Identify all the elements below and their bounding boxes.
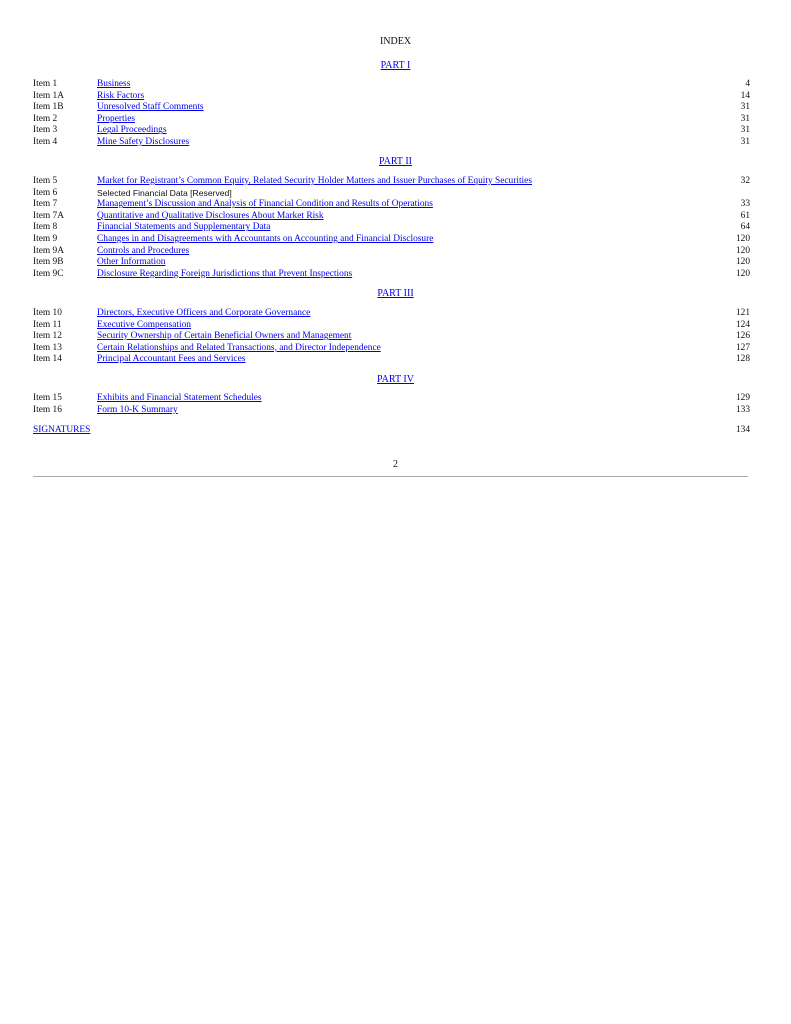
signatures-link[interactable]: SIGNATURES [33, 425, 91, 435]
page-number: 2 [393, 459, 398, 470]
page-ref: 120 [735, 268, 750, 279]
page-ref: 127 [735, 342, 750, 353]
page-ref: 120 [735, 245, 750, 256]
part-i-link[interactable]: PART I [380, 60, 411, 71]
toc-link[interactable]: Executive Compensation [97, 319, 191, 330]
toc-link[interactable]: Certain Relationships and Related Transactions, and Director Independence [97, 342, 381, 353]
part-ii-link[interactable]: PART II [378, 156, 413, 167]
page-ref: 31 [740, 125, 750, 136]
toc-link[interactable]: Mine Safety Disclosures [97, 137, 190, 147]
toc-row [33, 176, 750, 188]
toc-row [33, 320, 750, 332]
toc-link[interactable]: Financial Statements and Supplementary Data [97, 222, 271, 233]
part-heading [0, 288, 791, 300]
item-number: Item 13 [33, 342, 62, 353]
item-number: Item 9B [33, 257, 64, 268]
toc-row [33, 308, 750, 320]
item-number: Item 1 [33, 79, 58, 89]
item-number: Item 6 [33, 187, 58, 198]
toc-row [33, 234, 750, 246]
page-divider [33, 476, 748, 477]
item-number: Item 5 [33, 176, 58, 186]
page-ref: 31 [740, 102, 750, 113]
item-number: Item 11 [33, 319, 62, 330]
item-number: Item 8 [33, 222, 58, 233]
toc-row [33, 222, 750, 234]
item-number: Item 2 [33, 113, 58, 124]
page-ref: 134 [735, 425, 750, 435]
toc-row [33, 137, 750, 149]
part-iii-link[interactable]: PART III [377, 288, 414, 299]
toc-link[interactable]: Directors, Executive Officers and Corporate Governance [97, 308, 311, 318]
toc-row [33, 188, 750, 200]
item-number: Item 7A [33, 210, 64, 221]
toc-row [33, 199, 750, 211]
toc-link[interactable]: Disclosure Regarding Foreign Jurisdictions that Prevent Inspections [97, 268, 353, 279]
page-ref: 61 [740, 210, 750, 221]
toc-link[interactable]: Market for Registrant’s Common Equity, Related Security Holder Matters and Issuer Purchases of Equity Securities [97, 176, 532, 186]
toc-row [33, 102, 750, 114]
toc-link[interactable]: Principal Accountant Fees and Services [97, 354, 246, 365]
page-ref: 126 [735, 331, 750, 342]
signatures-row [33, 424, 750, 436]
page-ref: 133 [735, 404, 750, 415]
toc-row [33, 405, 750, 417]
toc-row [33, 246, 750, 258]
part-heading [0, 374, 791, 386]
item-number: Item 16 [33, 404, 62, 415]
toc-row [33, 354, 750, 366]
page-ref: 31 [740, 137, 750, 147]
toc-link[interactable]: Exhibits and Financial Statement Schedules [97, 393, 262, 403]
toc-text: Selected Financial Data [Reserved] [97, 187, 232, 198]
item-number: Item 1A [33, 90, 64, 101]
toc-row [33, 343, 750, 355]
toc-link[interactable]: Properties [97, 113, 136, 124]
page-ref: 14 [740, 90, 750, 101]
part-heading [0, 156, 791, 168]
toc-row [33, 331, 750, 343]
page-ref: 124 [735, 319, 750, 330]
toc-row [33, 125, 750, 137]
toc-link[interactable]: Unresolved Staff Comments [97, 102, 204, 113]
toc-link[interactable]: Security Ownership of Certain Beneficial Owners and Management [97, 331, 352, 342]
item-number: Item 15 [33, 393, 62, 403]
page-ref: 32 [740, 176, 750, 186]
page-ref: 120 [735, 257, 750, 268]
item-number: Item 7 [33, 199, 58, 210]
toc-row [33, 91, 750, 103]
toc-row [33, 269, 750, 281]
item-number: Item 3 [33, 125, 58, 136]
toc-link[interactable]: Other Information [97, 257, 166, 268]
toc-link[interactable]: Legal Proceedings [97, 125, 167, 136]
page-ref: 4 [745, 79, 750, 89]
page-ref: 120 [735, 234, 750, 244]
toc-row [33, 114, 750, 126]
item-number: Item 4 [33, 137, 58, 147]
item-number: Item 14 [33, 354, 62, 365]
item-number: Item 1B [33, 102, 64, 113]
toc-link[interactable]: Changes in and Disagreements with Accountants on Accounting and Financial Disclosure [97, 234, 434, 244]
toc-link[interactable]: Risk Factors [97, 90, 145, 101]
page-ref: 121 [735, 308, 750, 318]
toc-link[interactable]: Management’s Discussion and Analysis of Financial Condition and Results of Operations [97, 199, 433, 210]
item-number: Item 10 [33, 308, 62, 318]
toc-link[interactable]: Controls and Procedures [97, 245, 190, 256]
part-heading [0, 60, 791, 72]
toc-row [33, 257, 750, 269]
toc-link[interactable]: Quantitative and Qualitative Disclosures About Market Risk [97, 210, 324, 221]
item-number: Item 9C [33, 268, 64, 279]
index-title: INDEX [379, 36, 412, 47]
item-number: Item 9A [33, 245, 64, 256]
page-ref: 128 [735, 354, 750, 365]
page-ref: 33 [740, 199, 750, 210]
page-ref: 64 [740, 222, 750, 233]
page-ref: 31 [740, 113, 750, 124]
toc-link[interactable]: Business [97, 79, 131, 89]
toc-row [33, 393, 750, 405]
toc-row [33, 79, 750, 91]
part-iv-link[interactable]: PART IV [377, 374, 414, 385]
item-number: Item 12 [33, 331, 62, 342]
toc-link[interactable]: Form 10-K Summary [97, 404, 178, 415]
page-ref: 129 [735, 393, 750, 403]
toc-row [33, 211, 750, 223]
item-number: Item 9 [33, 234, 58, 244]
